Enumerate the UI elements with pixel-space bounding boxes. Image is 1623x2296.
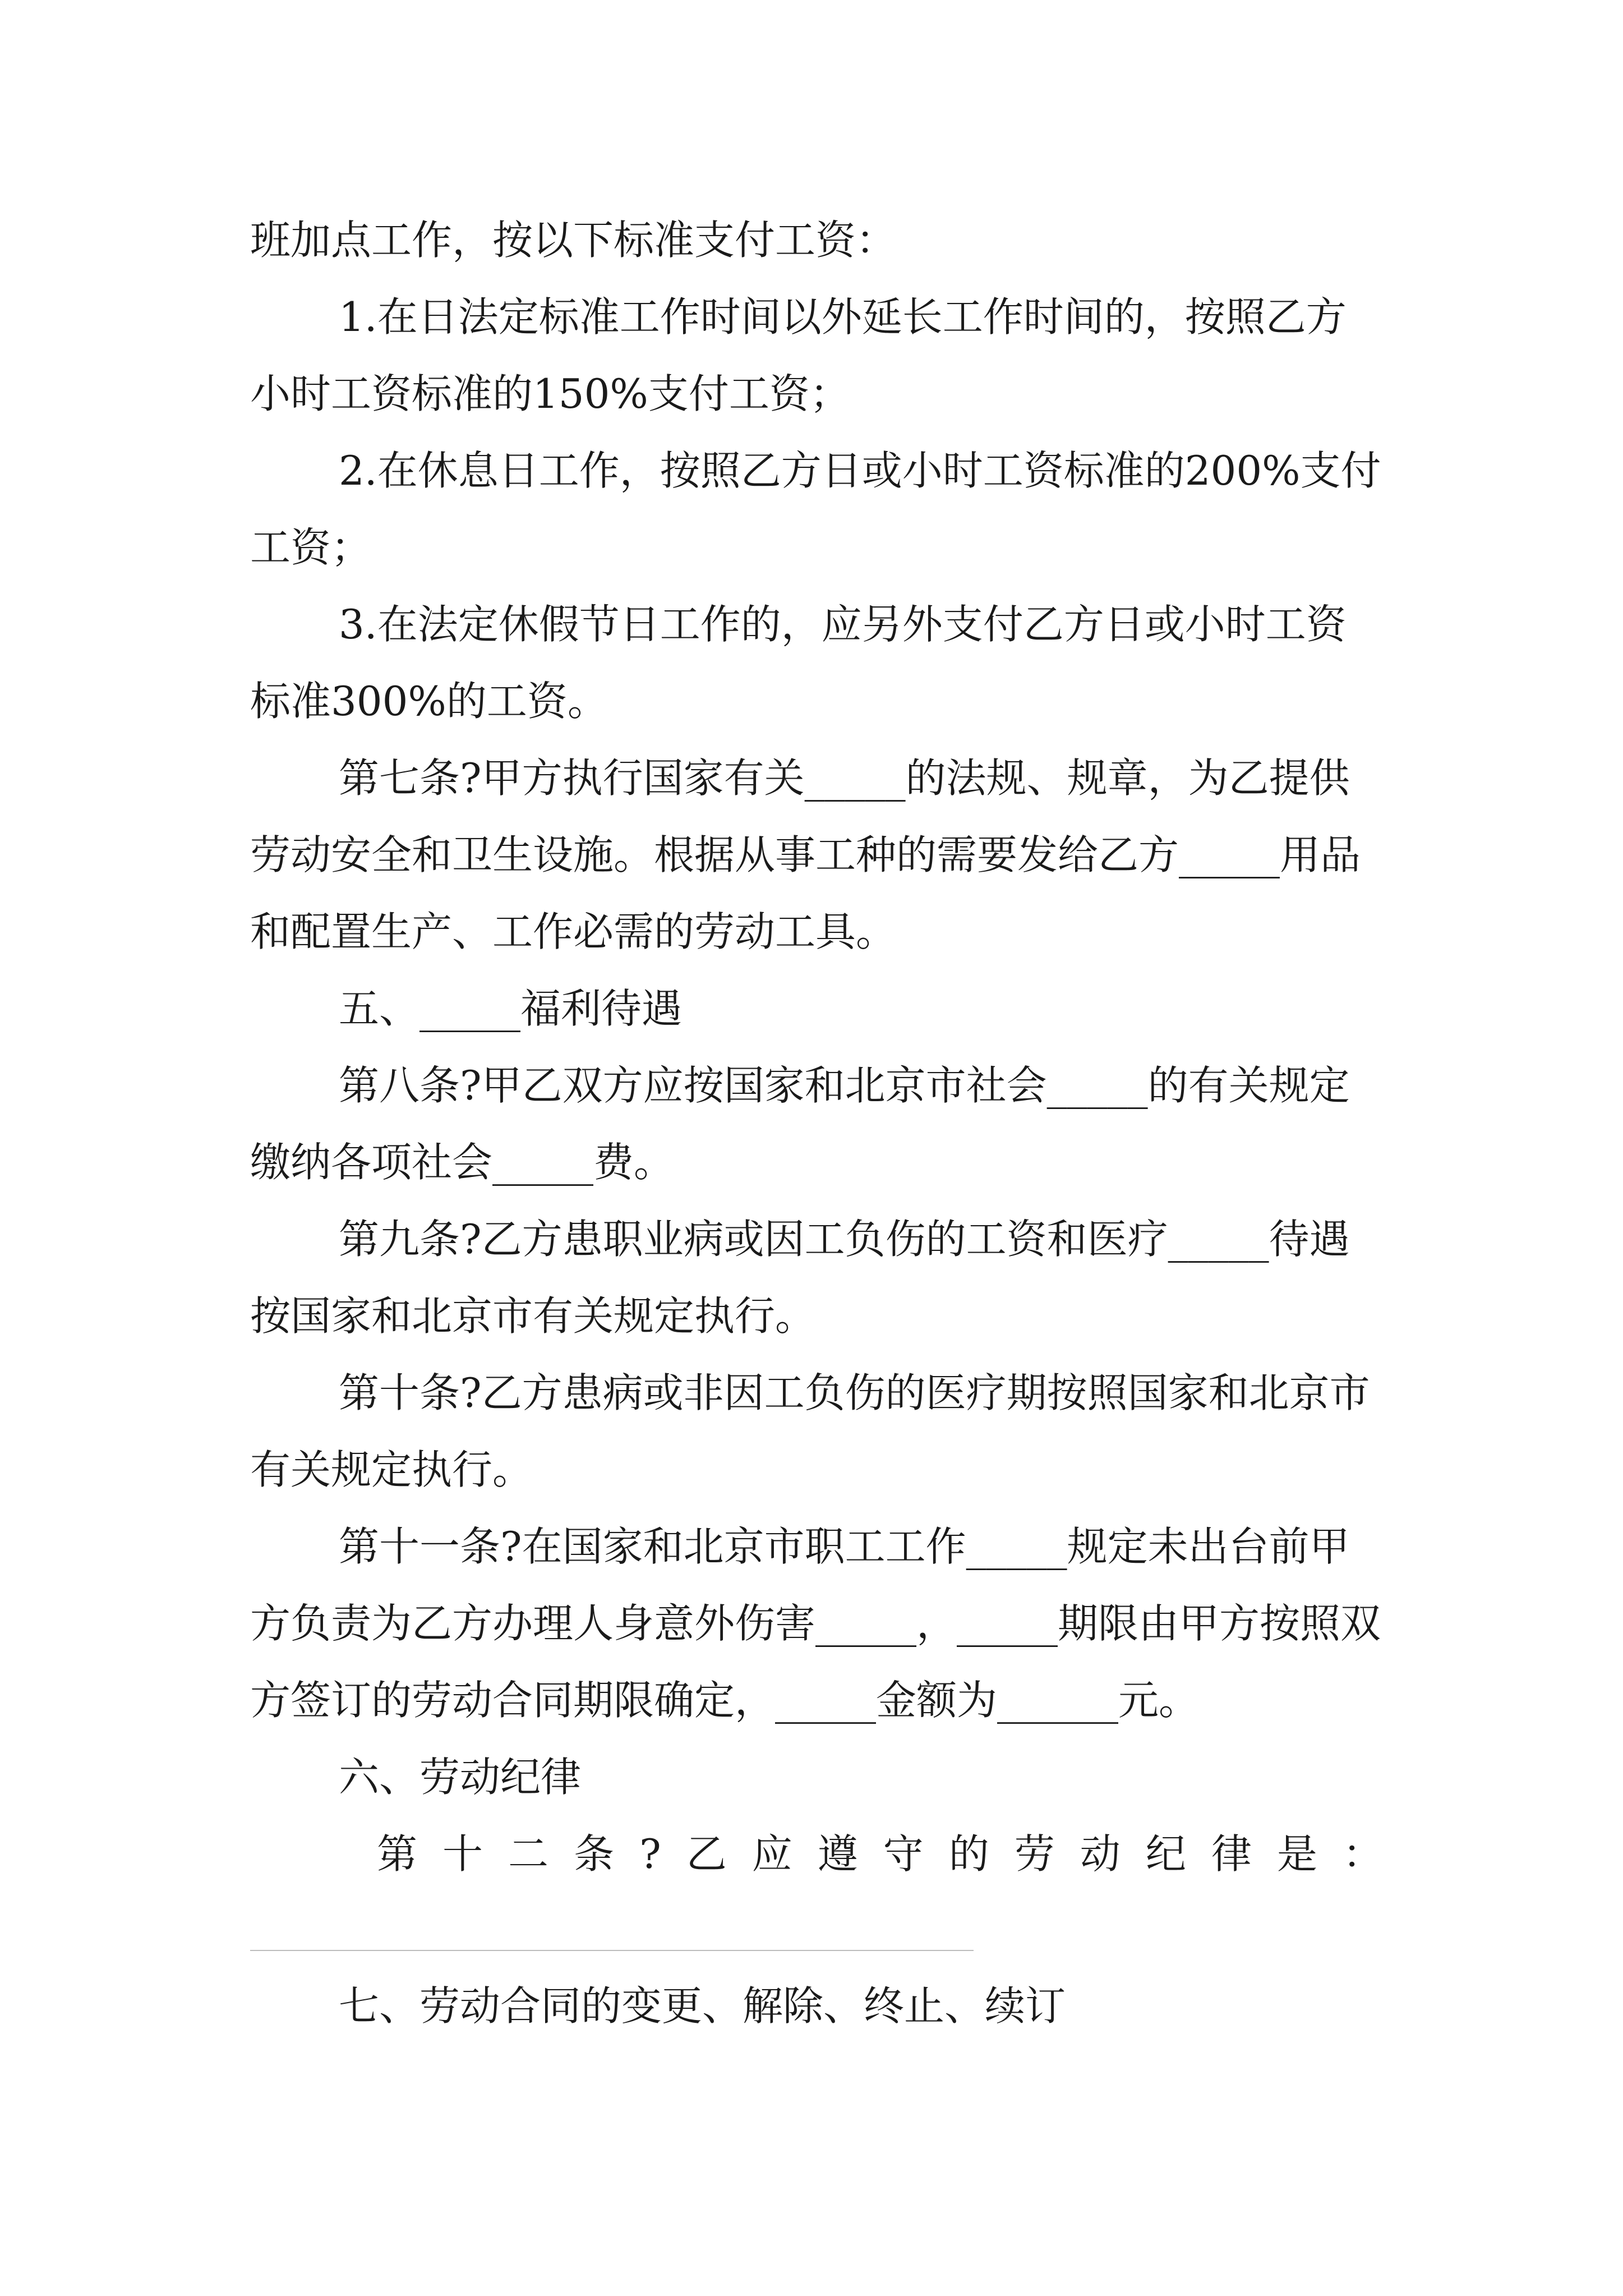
section-heading-discipline: 六、劳动纪律 — [339, 1754, 582, 1801]
paragraph-article-12: 第十二条?乙应遵守的劳动纪律是： — [377, 1830, 1383, 1878]
section-heading-contract-changes: 七、劳动合同的变更、解除、终止、续订 — [339, 1982, 1066, 2030]
paragraph-article-9: 第九条?乙方患职业病或因工负伤的工资和医疗_____待遇按国家和北京市有关规定执行。 — [250, 1216, 1350, 1340]
fill-in-blank-line — [250, 1950, 974, 1951]
paragraph-item-3: 3.在法定休假节日工作的，应另外支付乙方日或小时工资标准300%的工资。 — [250, 601, 1347, 725]
paragraph-article-8: 第八条?甲乙双方应按国家和北京市社会_____的有关规定缴纳各项社会_____费。 — [250, 1062, 1350, 1186]
paragraph-item-1: 1.在日法定标准工作时间以外延长工作时间的，按照乙方小时工资标准的150%支付工资； — [250, 293, 1347, 417]
document-body — [250, 202, 1383, 1893]
paragraph-article-10: 第十条?乙方患病或非因工负伤的医疗期按照国家和北京市有关规定执行。 — [250, 1369, 1370, 1493]
paragraph-item-2: 2.在休息日工作，按照乙方日或小时工资标准的200%支付工资； — [250, 447, 1381, 571]
section-heading-welfare: 五、_____福利待遇 — [339, 985, 683, 1032]
paragraph-article-7: 第七条?甲方执行国家有关_____的法规、规章，为乙提供劳动安全和卫生设施。根据从事工种的需要发给乙方_____用品和配置生产、工作必需的劳动工具。 — [250, 754, 1361, 955]
paragraph-article-11: 第十一条?在国家和北京市职工工作_____规定未出台前甲方负责为乙方办理人身意外伤害_____，_____期限由甲方按照双方签订的劳动合同期限确定，_____金额为______元。 — [250, 1523, 1381, 1724]
paragraph-overtime-intro: 班加点工作，按以下标准支付工资： — [250, 217, 897, 264]
